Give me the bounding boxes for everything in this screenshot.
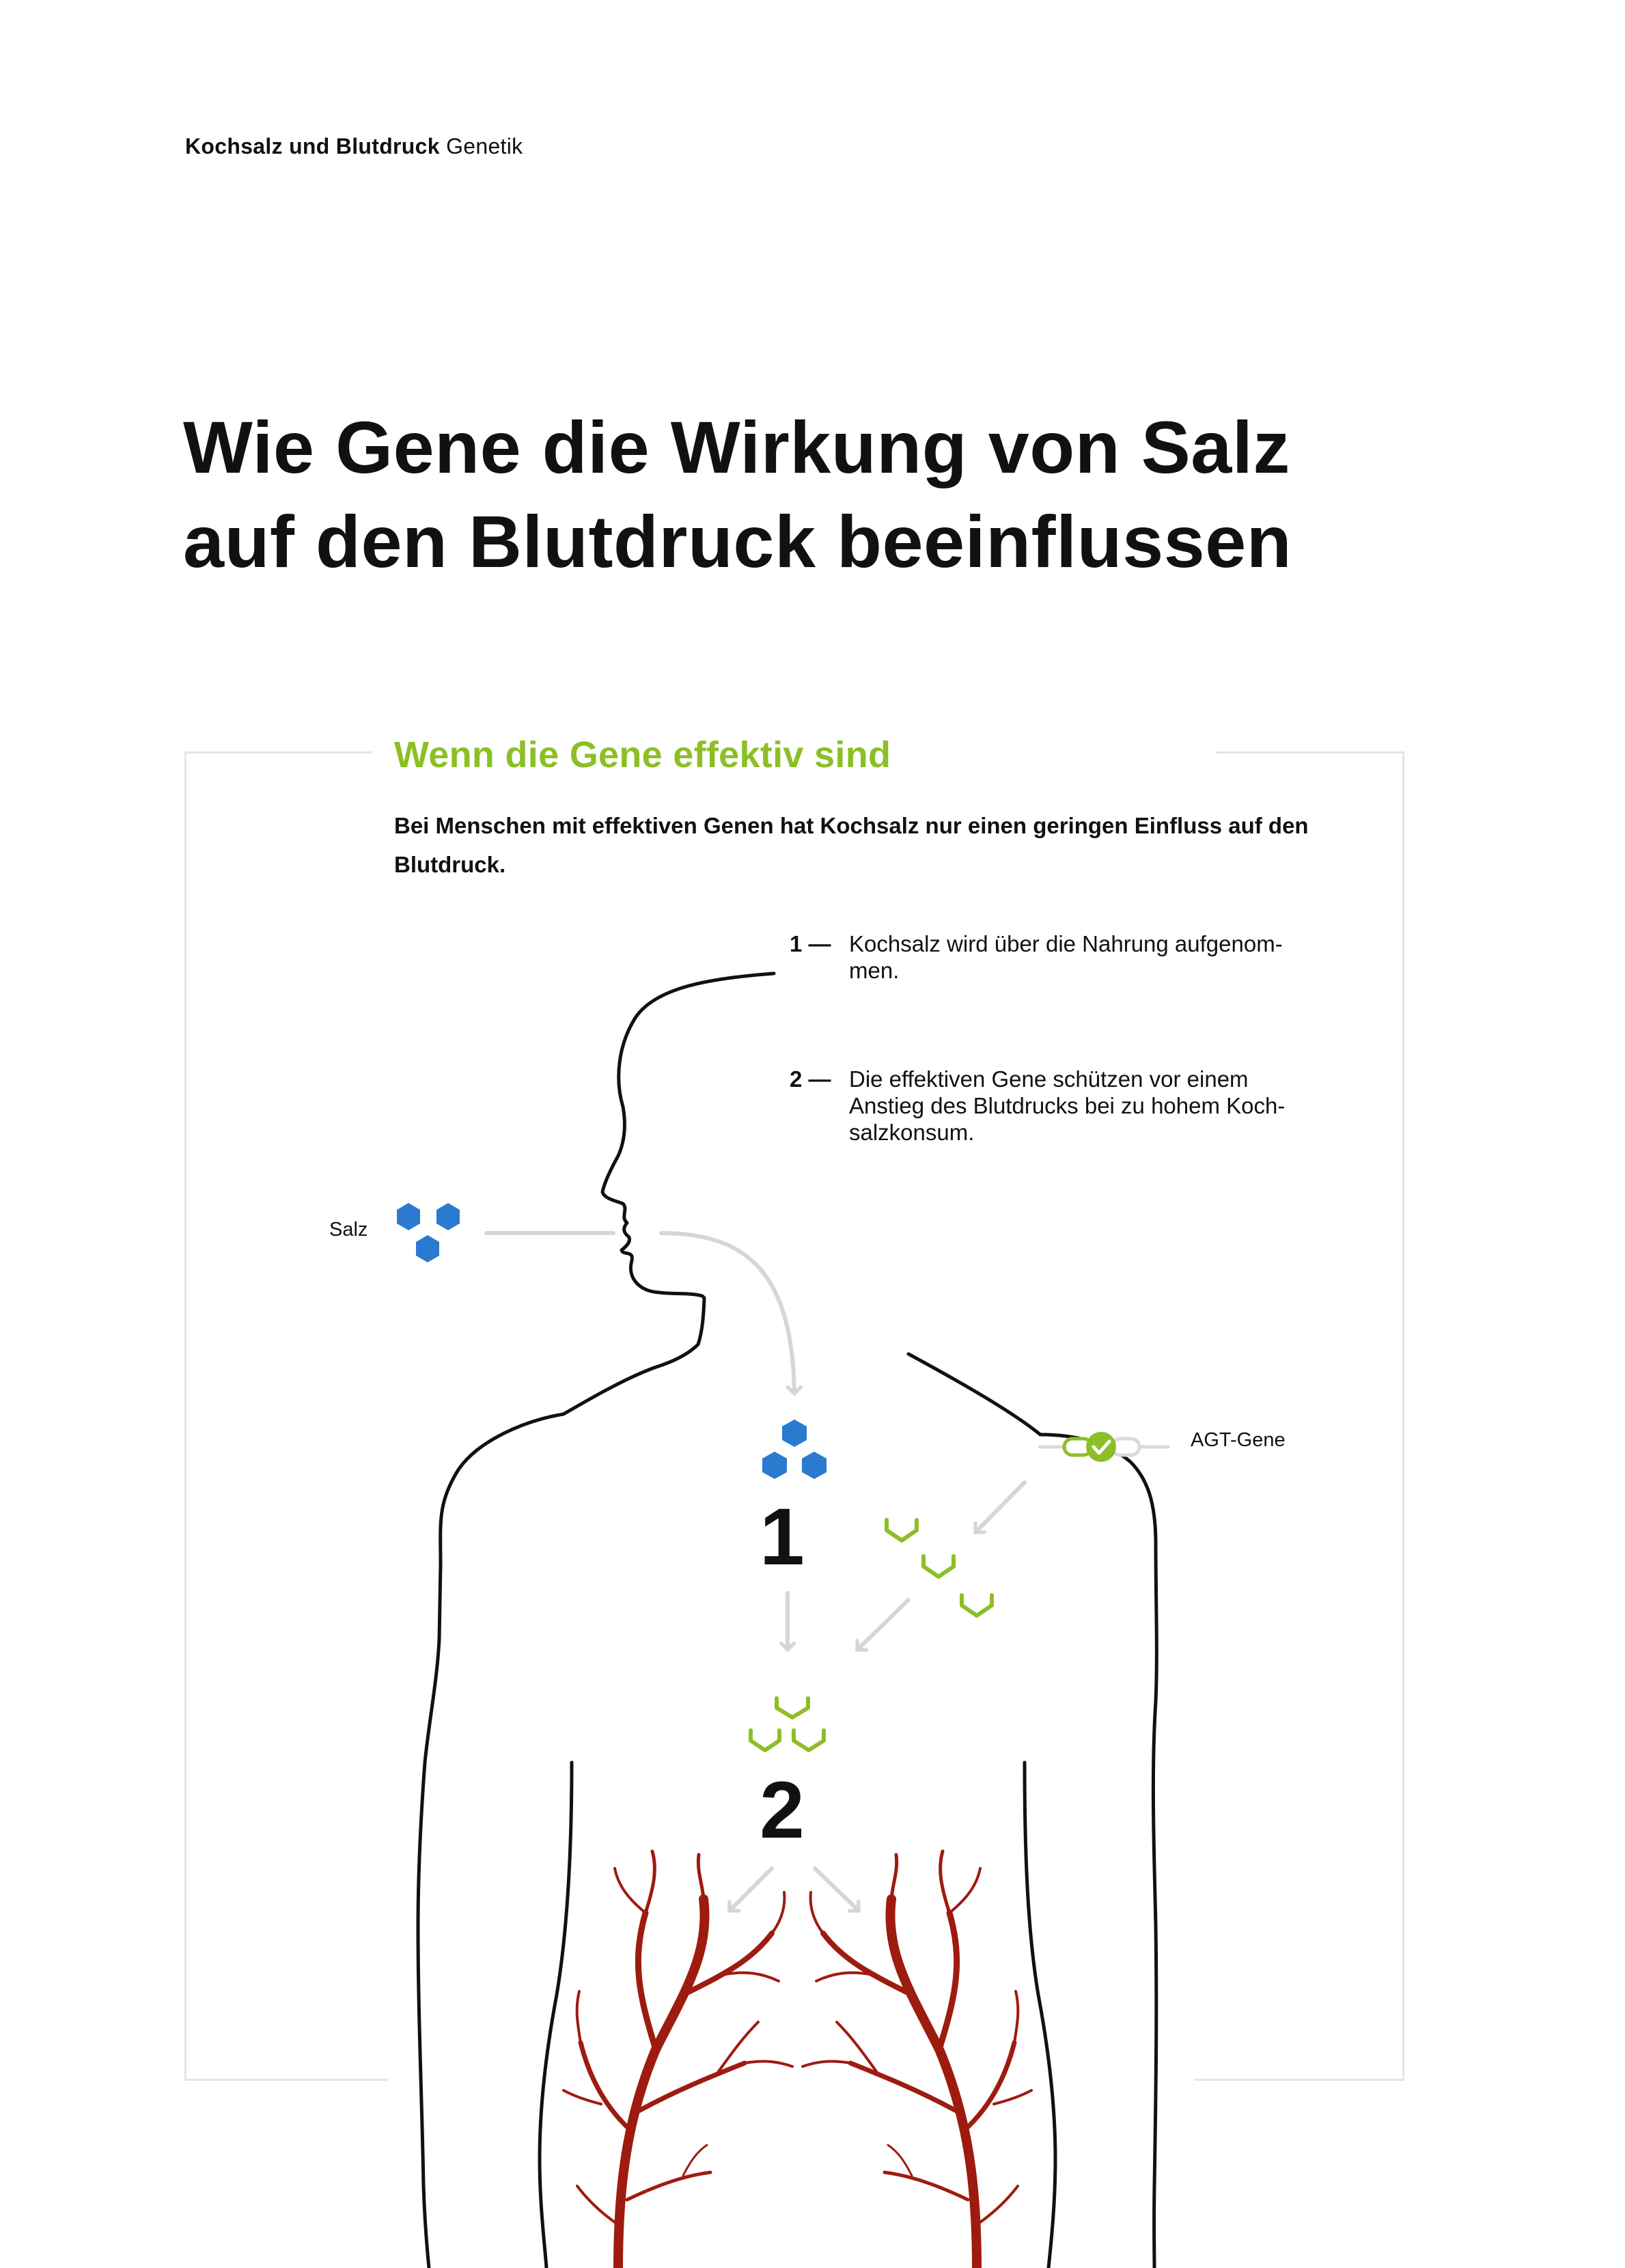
right-shoulder-outline bbox=[908, 1354, 1156, 2268]
left-arm-outline bbox=[418, 1640, 439, 2268]
protein-cup-4 bbox=[777, 1698, 808, 1717]
protein-cup-2 bbox=[923, 1556, 954, 1577]
salt-molecules-inside bbox=[762, 1420, 827, 1479]
info-box-title: Wenn die Gene effektiv sind bbox=[394, 734, 891, 775]
protein-cup-3 bbox=[962, 1595, 992, 1616]
marker-1: 1 bbox=[760, 1492, 805, 1582]
blood-vessels-left bbox=[564, 1851, 792, 2268]
running-head-section: Genetik bbox=[446, 134, 523, 158]
step-2-line-2: Anstieg des Blutdrucks bei zu hohem Koch- bbox=[849, 1093, 1286, 1118]
check-icon bbox=[1086, 1432, 1116, 1462]
marker-2: 2 bbox=[760, 1765, 805, 1855]
step-2-line-3: salzkonsum. bbox=[849, 1120, 975, 1145]
step-2-line-1: Die effektiven Gene schützen vor einem bbox=[849, 1066, 1249, 1092]
salt-hexagon-1 bbox=[397, 1203, 420, 1230]
salt-hexagon-6 bbox=[802, 1452, 827, 1479]
left-torso-outline bbox=[540, 1762, 572, 2268]
right-torso-outline bbox=[1025, 1762, 1055, 2268]
head-profile-outline bbox=[439, 973, 774, 1640]
salt-hexagon-3 bbox=[416, 1235, 439, 1262]
salt-molecules-outside bbox=[397, 1203, 460, 1262]
step-1-line-1: Kochsalz wird über die Nahrung aufgenom- bbox=[849, 931, 1283, 956]
protein-cup-5 bbox=[751, 1730, 779, 1750]
arrow-gene-to-proteins bbox=[975, 1482, 1025, 1532]
info-box-lead: Bei Menschen mit effektiven Genen hat Kochsalz nur einen geringen Einfluss auf den Blutdruck. bbox=[394, 813, 1309, 877]
salt-label: Salz bbox=[329, 1219, 368, 1241]
page-title-line-2: auf den Blutdruck beeinflussen bbox=[183, 500, 1292, 583]
step-1-line-2: men. bbox=[849, 958, 900, 983]
arrow-to-right-vessels bbox=[815, 1868, 859, 1911]
arrow-proteins-to-center bbox=[857, 1600, 908, 1650]
protein-cup-6 bbox=[794, 1730, 824, 1750]
salt-hexagon-4 bbox=[782, 1420, 807, 1447]
running-head-topic: Kochsalz und Blutdruck bbox=[185, 134, 440, 158]
protein-cup-1 bbox=[887, 1520, 917, 1540]
page-title-line-1: Wie Gene die Wirkung von Salz bbox=[183, 406, 1290, 488]
step-1-number: 1 — bbox=[790, 931, 831, 956]
agt-gene-label: AGT-Gene bbox=[1191, 1429, 1286, 1451]
salt-hexagon-2 bbox=[436, 1203, 460, 1230]
step-2-number: 2 — bbox=[790, 1066, 831, 1092]
blood-vessels-right bbox=[803, 1851, 1031, 2268]
salt-hexagon-5 bbox=[762, 1452, 787, 1479]
arrow-to-left-vessels bbox=[730, 1868, 772, 1911]
swallow-arrow bbox=[661, 1233, 794, 1394]
